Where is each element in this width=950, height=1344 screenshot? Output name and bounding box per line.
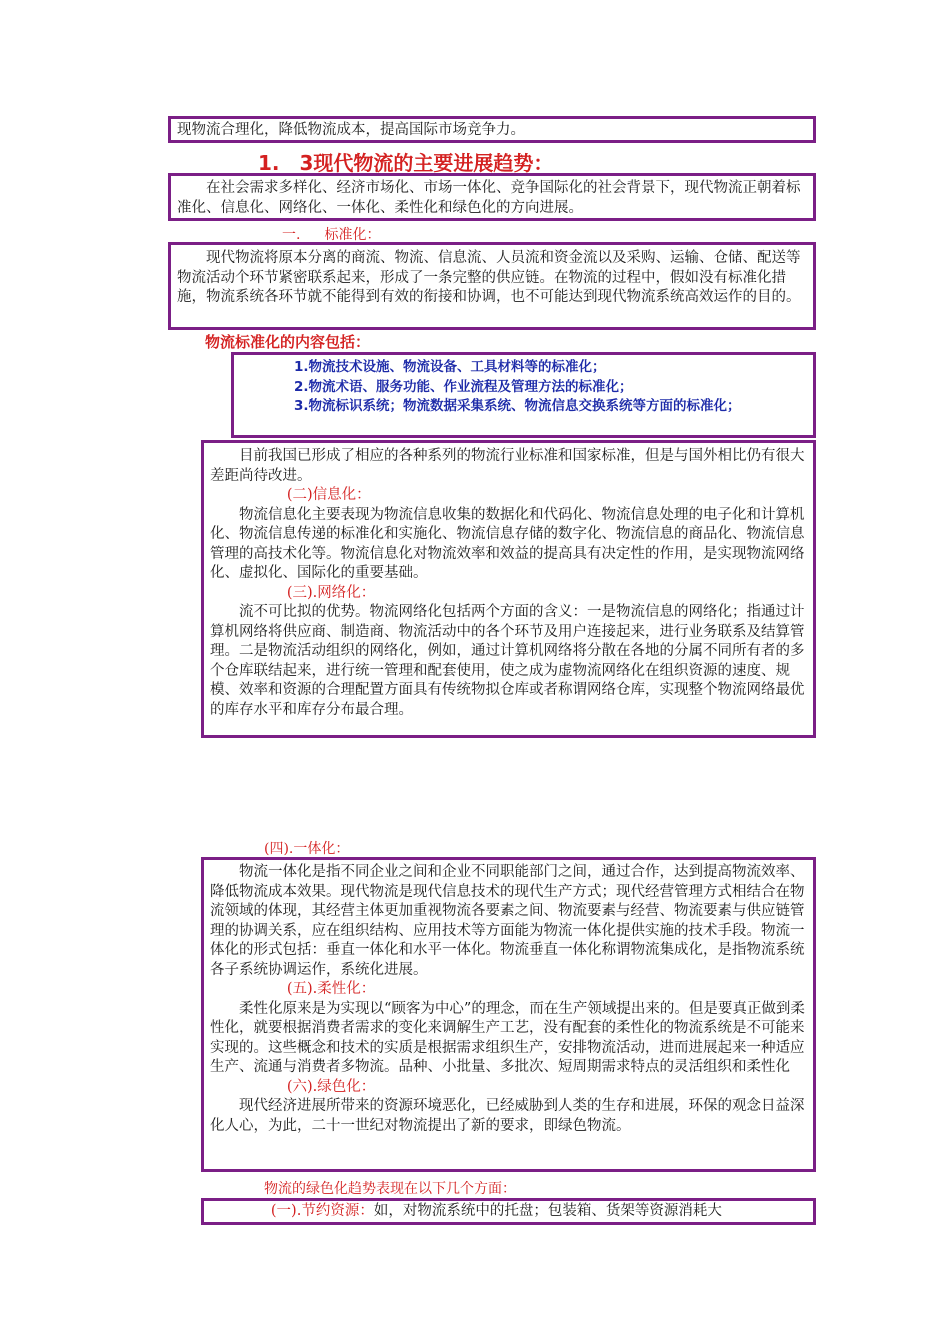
- integration-box: [201, 857, 816, 1172]
- integration-text: 物流一体化是指不同企业之间和企业不同职能部门之间，通过合作，达到提高物流效率、降低物流成本效果。现代物流是现代信息技术的现代生产方式；现代经营管理方式相结合在物流领域的体现，其经营主体更加重视物流各要素之间、物流要素与经营、物流要素与供应链管理的协调关系，应在组织结构、应用技术等方面能为物流一体化提供实施的技术手段。物流一体化的形式包括：垂直一体化和水平一体化。物流垂直一体化称谓物流集成化，是指物流系统各子系统协调运作，系统化进展。: [210, 864, 805, 978]
- resource-saving-box: [201, 1198, 816, 1225]
- resource-saving-line: [210, 1202, 807, 1222]
- informatization-text: 物流信息化主要表现为物流信息收集的数据化和代码化、物流信息处理的电子化和计算机化、物流信息传递的标准化和实施化、物流信息存储的数字化、物流信息的商品化、物流信息管理的高技术化等。物流信息化对物流效率和效益的提高具有决定性的作用，是实现物流网络化、虚拟化、国际化的重要基础。: [210, 506, 805, 581]
- networking-title: (三).网络化：: [286, 584, 376, 601]
- top-fragment-box: [168, 116, 816, 143]
- standard-item-2: 2.物流术语、服务功能、作业流程及管理方法的标准化；: [294, 378, 633, 395]
- top-fragment-text: 现物流合理化，降低物流成本，提高国际市场竞争力。: [177, 122, 525, 138]
- networking-text: 流不可比拟的优势。物流网络化包括两个方面的含义：一是物流信息的网络化；指通过计算机网络将供应商、制造商、物流活动中的各个环节及用户连接起来，进行业务联系及结算管理。二是物流活动组织的网络化，例如，通过计算机网络将分散在各地的分属不同所有者的多个仓库联结起来，进行统一管理和配套使用，使之成为虚物流网络化在组织资源的速度、规模、效率和资源的合理配置方面具有传统物拟仓库或者称谓网络仓库，实现整个物流网络最优的库存水平和库存分布最合理。: [210, 604, 805, 718]
- standard-content-title: 物流标准化的内容包括：: [205, 333, 371, 351]
- intro-text: 在社会需求多样化、经济市场化、市场一体化、竞争国际化的社会背景下，现代物流正朝着标准化、信息化、网络化、一体化、柔性化和绿色化的方向进展。: [177, 180, 801, 216]
- intro-box: [168, 173, 816, 221]
- integration-title: (四).一体化：: [264, 841, 350, 857]
- standard-item-3: 3.物流标识系统；物流数据采集系统、物流信息交换系统等方面的标准化；: [294, 398, 741, 414]
- standardization-box: [168, 242, 816, 330]
- standard-items-box: [231, 352, 816, 438]
- standardization-title: 标准化：: [324, 227, 381, 243]
- greening-title: (六).绿色化：: [286, 1078, 376, 1095]
- section-heading: 1. 3现代物流的主要进展趋势：: [258, 151, 554, 175]
- standard-item-1: 1.物流技术设施、物流设备、工具材料等的标准化；: [294, 359, 606, 375]
- flexibility-title: (五).柔性化：: [286, 981, 376, 997]
- flexibility-text: 柔性化原来是为实现以“顾客为中心”的理念，而在生产领域提出来的。但是要真正做到柔性化，就要根据消费者需求的变化来调解生产工艺，没有配套的柔性化的物流系统是不可能来实现的。这些概念和技术的实质是根据需求组织生产，安排物流活动，进而进展起来一种适应生产、流通与消费者多物流。品种、小批量、多批次、短周期需求特点的灵活组织和柔性化: [210, 1000, 805, 1075]
- resource-saving-text: 如，对物流系统中的托盘；包装箱、货架等资源消耗大: [373, 1203, 722, 1219]
- status-text: 目前我国已形成了相应的各种系列的物流行业标准和国家标准，但是与国外相比仍有很大差距尚待改进。: [210, 448, 805, 484]
- standardization-label: [282, 224, 380, 244]
- informatization-title: (二)信息化：: [286, 487, 371, 503]
- green-trends-title: 物流的绿色化趋势表现在以下几个方面：: [264, 1181, 516, 1197]
- standardization-number: 一.: [282, 227, 301, 243]
- resource-saving-title: (一).节约资源：: [270, 1203, 374, 1219]
- greening-text: 现代经济进展所带来的资源环境恶化，已经威胁到人类的生存和进展，环保的观念日益深化人心，为此，二十一世纪对物流提出了新的要求，即绿色物流。: [210, 1098, 805, 1134]
- trends-detail-box: [201, 440, 816, 738]
- standardization-text: 现代物流将原本分离的商流、物流、信息流、人员流和资金流以及采购、运输、仓储、配送等物流活动个环节紧密联系起来，形成了一条完整的供应链。在物流的过程中，假如没有标准化措施，物流系统各环节就不能得到有效的衔接和协调，也不可能达到现代物流系统高效运作的目的。: [177, 250, 801, 305]
